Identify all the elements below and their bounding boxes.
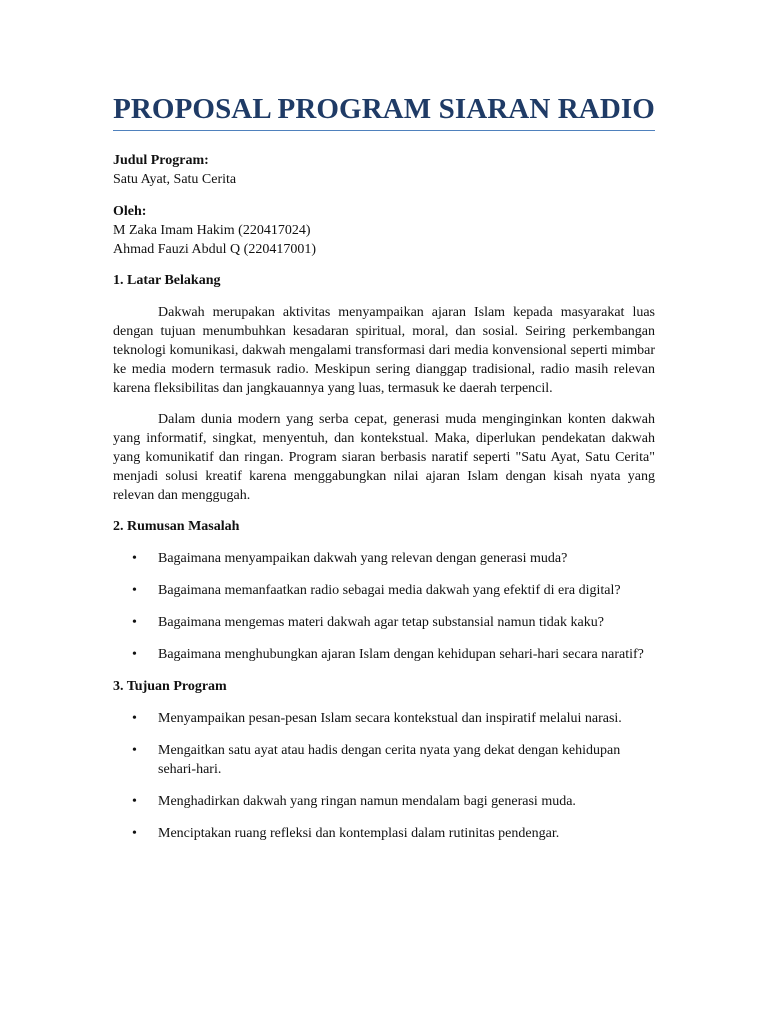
list-item-text: Bagaimana memanfaatkan radio sebagai media dakwah yang efektif di era digital? — [158, 583, 621, 598]
list-item-text: Menciptakan ruang refleksi dan kontemplasi dalam rutinitas pendengar. — [158, 826, 560, 841]
bullet-icon: • — [132, 583, 137, 598]
tujuan-list — [113, 709, 655, 843]
title-underline — [113, 130, 655, 131]
program-title-block — [113, 151, 655, 189]
list-item — [113, 741, 655, 779]
section-heading-rumusan-masalah: 2. Rumusan Masalah — [113, 519, 240, 534]
authors-block — [113, 202, 655, 259]
list-item — [113, 613, 655, 632]
list-item — [113, 581, 655, 600]
list-item-text: Bagaimana menyampaikan dakwah yang relevan dengan generasi muda? — [158, 551, 568, 566]
list-item — [113, 549, 655, 568]
bullet-icon: • — [132, 826, 137, 841]
list-item-text: Bagaimana mengemas materi dakwah agar tetap substansial namun tidak kaku? — [158, 615, 604, 630]
bullet-icon: • — [132, 794, 137, 809]
list-item-text: Menghadirkan dakwah yang ringan namun mendalam bagi generasi muda. — [158, 794, 576, 809]
author-name: M Zaka Imam Hakim (220417024) — [113, 223, 311, 238]
authors-label: Oleh: — [113, 204, 147, 219]
bullet-icon: • — [132, 743, 137, 758]
list-item — [113, 645, 655, 664]
section-heading-latar-belakang: 1. Latar Belakang — [113, 273, 221, 288]
list-item — [113, 824, 655, 843]
document-title: PROPOSAL PROGRAM SIARAN RADIO — [113, 93, 655, 125]
paragraph: Dalam dunia modern yang serba cepat, generasi muda menginginkan konten dakwah yang informatif, singkat, menyentuh, dan kontekstual. Maka, diperlukan pendekatan dakwah yang komunikatif dan ringan. Program siaran berbasis naratif seperti "Satu Ayat, Satu Cerita" menjadi solusi kreatif karena menggabungkan nilai ajaran Islam dengan kisah nyata yang relevan dan menggugah. — [113, 412, 655, 503]
program-title-value: Satu Ayat, Satu Cerita — [113, 172, 237, 187]
list-item — [113, 709, 655, 728]
program-title-label: Judul Program: — [113, 153, 209, 168]
list-item — [113, 792, 655, 811]
list-item-text: Bagaimana menghubungkan ajaran Islam dengan kehidupan sehari-hari secara naratif? — [158, 647, 644, 662]
bullet-icon: • — [132, 711, 137, 726]
paragraph: Dakwah merupakan aktivitas menyampaikan ajaran Islam kepada masyarakat luas dengan tujuan menumbuhkan kesadaran spiritual, moral, dan sosial. Seiring perkembangan teknologi komunikasi, dakwah mengalami transformasi dari media konvensional seperti mimbar ke media modern termasuk radio. Meskipun sering dianggap tradisional, radio masih relevan karena fleksibilitas dan jangkauannya yang luas, termasuk ke daerah terpencil. — [113, 305, 655, 396]
bullet-icon: • — [132, 647, 137, 662]
section-heading-tujuan-program: 3. Tujuan Program — [113, 679, 227, 694]
rumusan-list — [113, 549, 655, 664]
bullet-icon: • — [132, 551, 137, 566]
bullet-icon: • — [132, 615, 137, 630]
author-name: Ahmad Fauzi Abdul Q (220417001) — [113, 242, 316, 257]
list-item-text: Mengaitkan satu ayat atau hadis dengan cerita nyata yang dekat dengan kehidupan sehari-hari. — [158, 743, 621, 777]
list-item-text: Menyampaikan pesan-pesan Islam secara kontekstual dan inspiratif melalui narasi. — [158, 711, 622, 726]
